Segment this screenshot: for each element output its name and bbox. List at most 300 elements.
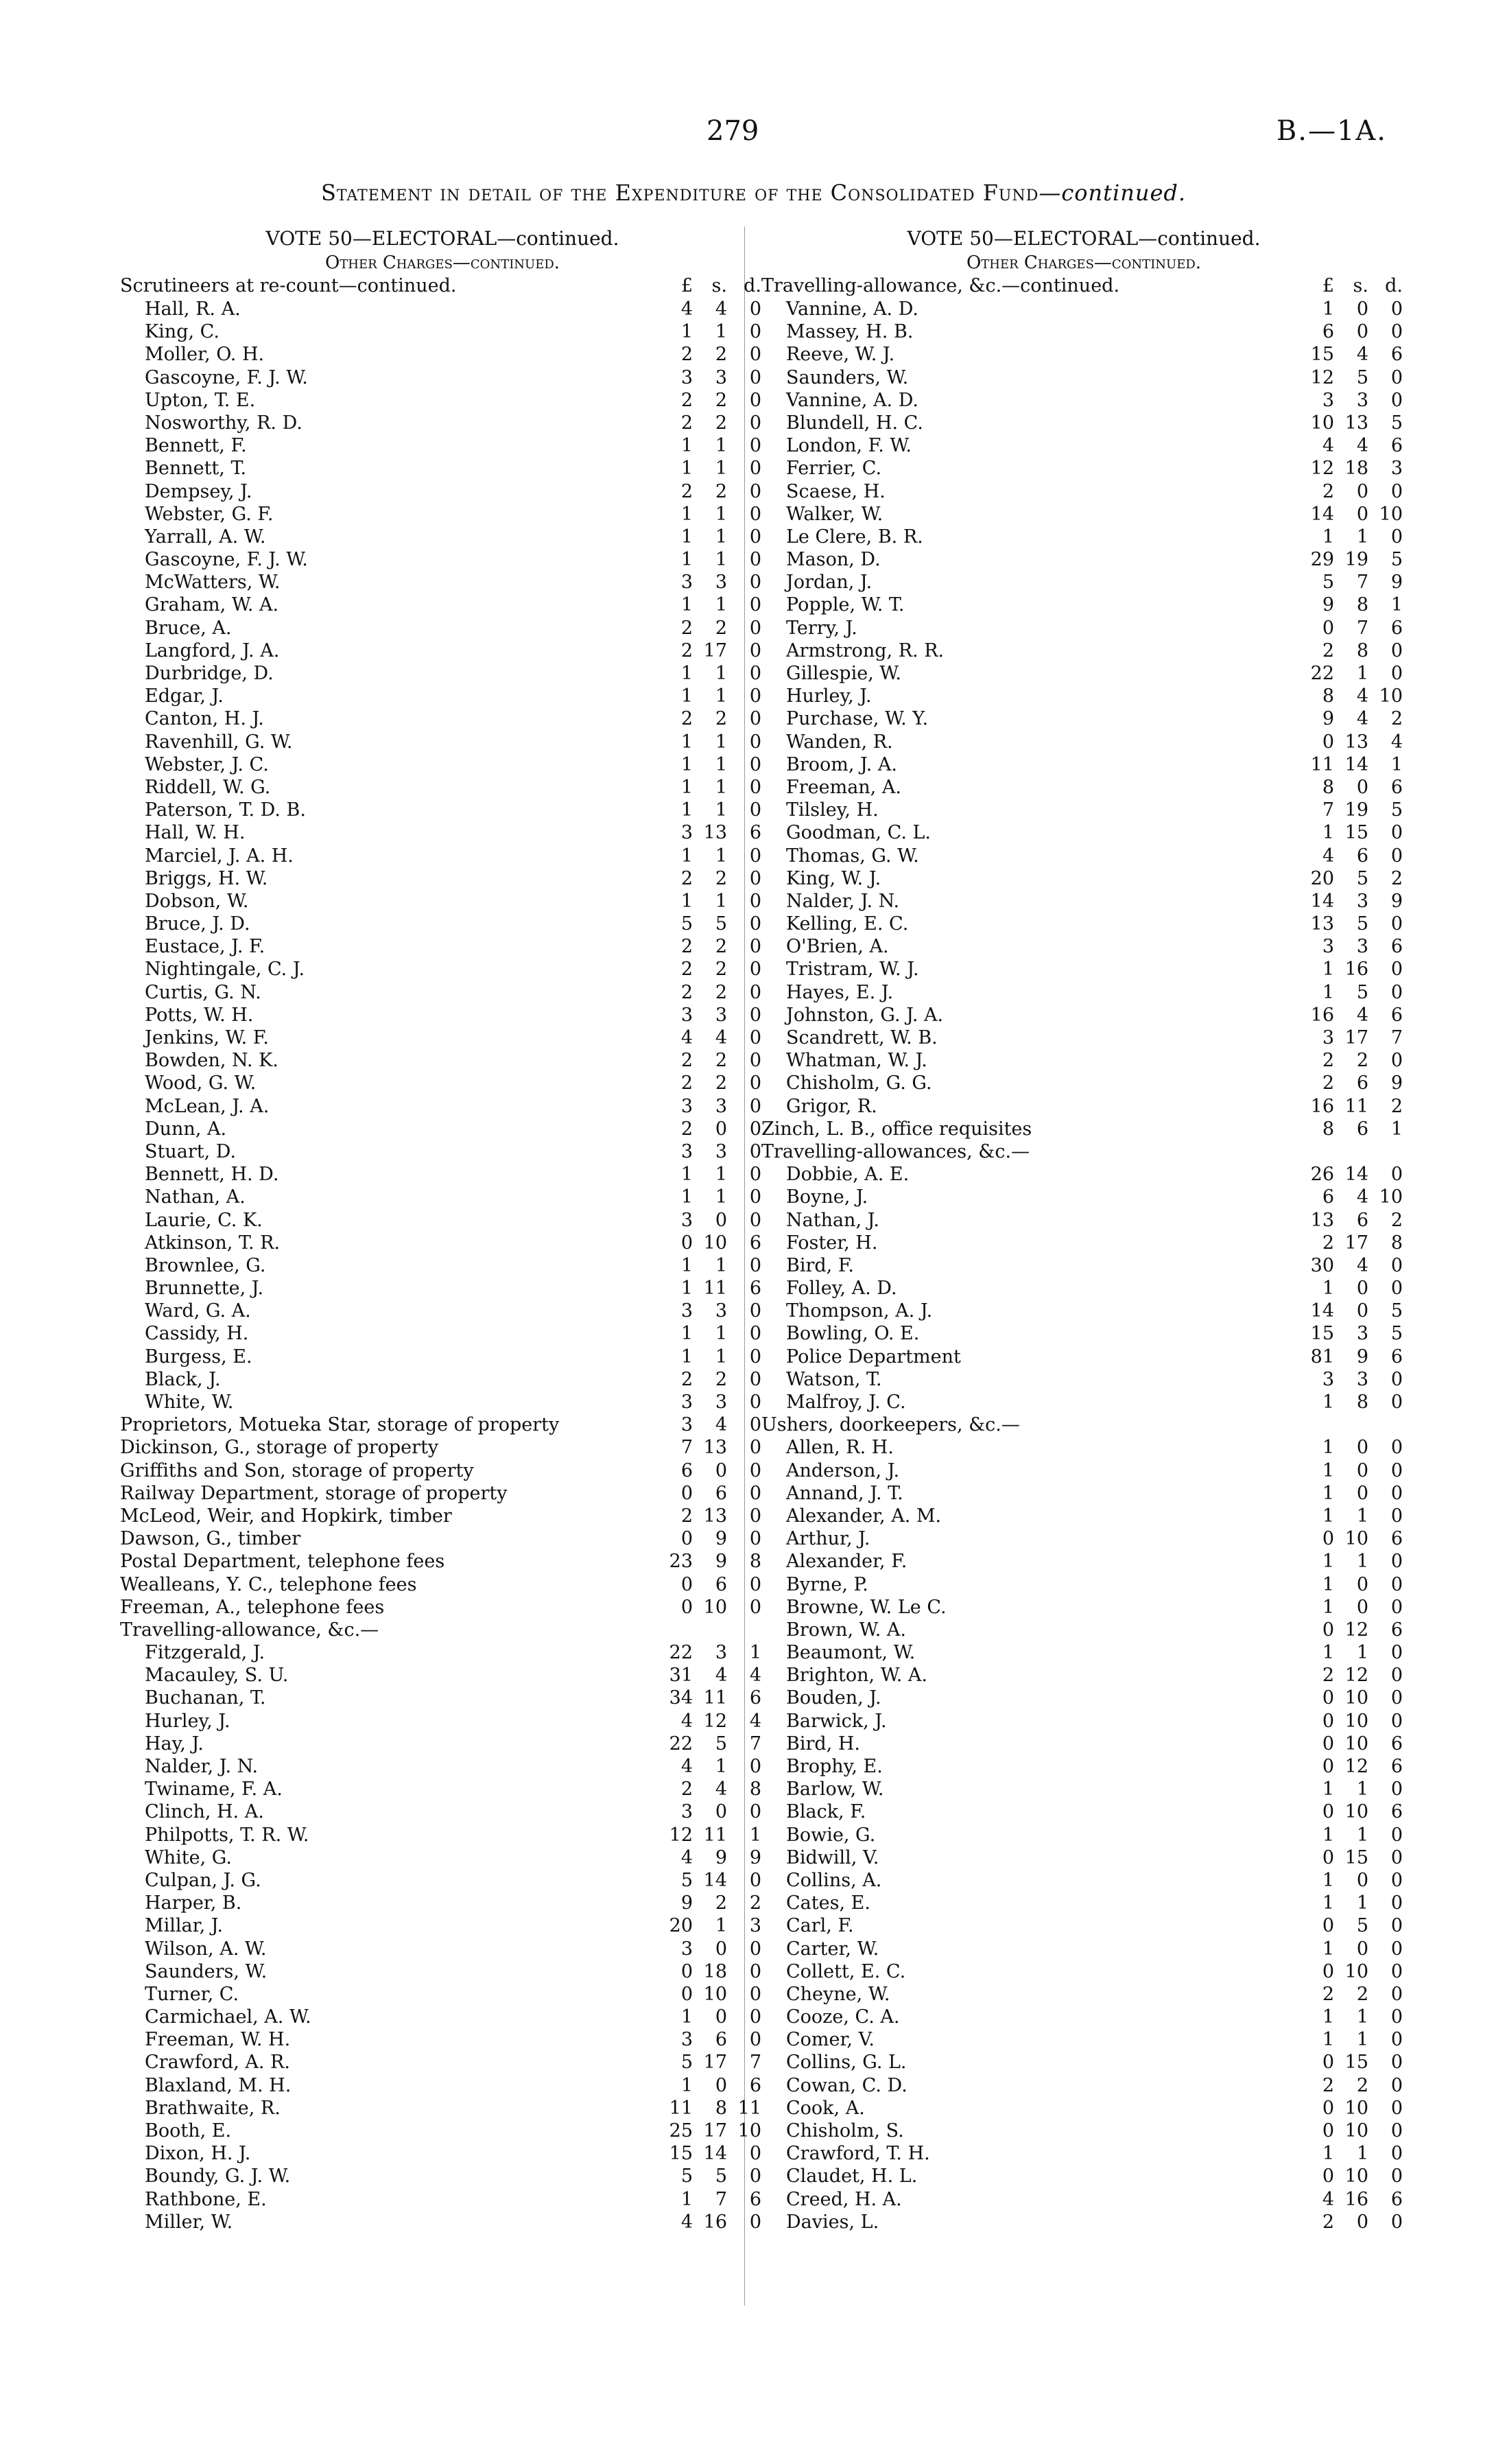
pence-value: 0	[749, 776, 761, 798]
pounds-value: 4	[680, 1846, 693, 1868]
pounds-value: 1	[680, 685, 693, 707]
pounds-value: 22	[1310, 663, 1334, 684]
pence-value: 10	[1379, 503, 1403, 525]
ledger-row	[120, 731, 765, 753]
ledger-row	[761, 685, 1406, 707]
pounds-value: 4	[680, 298, 693, 320]
shillings-value: 1	[1356, 1824, 1368, 1846]
ledger-row	[761, 845, 1406, 867]
ledger-row	[120, 640, 765, 662]
pounds-value: 1	[680, 1323, 693, 1345]
shillings-value: 2	[715, 1892, 727, 1914]
shillings-value: 15	[1344, 2052, 1368, 2074]
pence-value: 0	[749, 1437, 761, 1459]
shillings-value: 3	[1356, 936, 1368, 958]
pounds-value: 11	[669, 2097, 693, 2119]
ledger-row	[120, 799, 765, 821]
shillings-value: 10	[703, 1232, 727, 1254]
ledger-row	[761, 571, 1406, 594]
ledger-row	[761, 1026, 1406, 1049]
pence-value: 0	[749, 1505, 761, 1527]
shillings-value: 2	[715, 1368, 727, 1390]
ledger-row	[761, 1436, 1406, 1459]
pounds-value: 7	[1322, 799, 1334, 821]
entry-name: Atkinson, T. R.	[145, 1232, 281, 1254]
shillings-value	[1334, 1140, 1368, 1163]
entry-name: Ferrier, C.	[786, 458, 882, 480]
pounds-value: 15	[1310, 1323, 1334, 1345]
pounds-value: 5	[680, 2052, 693, 2074]
pence-value: 0	[749, 344, 761, 366]
pence-value: 10	[737, 2120, 761, 2142]
entry-list	[761, 298, 1406, 2233]
ledger-row	[761, 1186, 1406, 1208]
entry-name: Dixon, H. J.	[145, 2143, 251, 2165]
ledger-row	[120, 981, 765, 1004]
pounds-value: 0	[1322, 1687, 1334, 1709]
entry-name: Bennett, T.	[145, 458, 247, 480]
pounds-value: 2	[1322, 1072, 1334, 1094]
shillings-value: 1	[715, 1254, 727, 1276]
left-column	[120, 226, 765, 2233]
pence-value: 3	[749, 1915, 761, 1937]
ledger-row	[120, 2142, 765, 2165]
pence-value: 0	[1390, 1392, 1403, 1413]
pence-value: 0	[749, 845, 761, 867]
ledger-row	[761, 1095, 1406, 1118]
entry-name: King, C.	[145, 321, 219, 343]
pounds-value: 2	[680, 617, 693, 639]
entry-name: Carl, F.	[786, 1915, 854, 1937]
pounds-value: 1	[680, 458, 693, 480]
pounds-value: 0	[1322, 2097, 1334, 2119]
ledger-row	[761, 366, 1406, 389]
shillings-value: 2	[715, 1072, 727, 1094]
ledger-row	[120, 1527, 765, 1550]
entry-name: Gillespie, W.	[786, 663, 901, 684]
entry-name: London, F. W.	[786, 435, 912, 457]
shillings-value: 7	[715, 2188, 727, 2210]
entry-name: Hayes, E. J.	[786, 981, 894, 1003]
entry-name: Durbridge, D.	[145, 663, 274, 684]
entry-name: Beaumont, W.	[786, 1642, 916, 1664]
pence-value: 0	[749, 1050, 761, 1072]
ledger-row	[120, 2211, 765, 2233]
pounds-value: 1	[1322, 1573, 1334, 1595]
entry-name: Thompson, A. J.	[786, 1300, 933, 1322]
pounds-value: 2	[1322, 2074, 1334, 2096]
ledger-row	[761, 1869, 1406, 1892]
entry-name: Wilson, A. W.	[145, 1938, 267, 1960]
title-continued: —continued.	[1039, 180, 1187, 206]
pounds-value: 5	[1322, 572, 1334, 594]
ledger-row	[761, 1459, 1406, 1482]
section-head: Travelling-allowance, &c.—continued.	[761, 275, 1120, 296]
pence-value: 4	[749, 1665, 761, 1687]
shillings-value: 5	[1356, 981, 1368, 1003]
pence-value: 0	[1390, 1983, 1403, 2005]
pence-value: 0	[749, 2166, 761, 2187]
pounds-value: 0	[680, 1983, 693, 2005]
ledger-row	[120, 2165, 765, 2187]
shillings-value: 17	[703, 640, 727, 661]
pounds-value: 1	[680, 1278, 693, 1300]
pounds-value: 2	[680, 936, 693, 958]
shillings-value: 1	[715, 1186, 727, 1208]
pence-value: 8	[749, 1779, 761, 1800]
shillings-value: 11	[703, 1278, 727, 1300]
pounds-value: 1	[680, 321, 693, 343]
pounds-value: 14	[1310, 890, 1334, 912]
pounds-value: 3	[1322, 1368, 1334, 1390]
title-main: Statement in detail of the Expenditure of the Consolidated Fund	[320, 180, 1039, 206]
pence-value: 9	[1390, 572, 1403, 594]
pence-value: 7	[749, 1733, 761, 1755]
entry-name: Vannine, A. D.	[786, 298, 918, 320]
pounds-value: 3	[680, 822, 693, 844]
pence-value: 0	[1390, 2120, 1403, 2142]
pence-value: 0	[1390, 298, 1403, 320]
pence-value: 0	[749, 549, 761, 571]
sub-heading: Other Charges—continued.	[966, 253, 1202, 273]
entry-name: Webster, G. F.	[145, 503, 274, 525]
pence-value: 0	[749, 617, 761, 639]
shillings-value: 9	[1356, 1346, 1368, 1368]
ledger-row	[761, 1232, 1406, 1254]
pence-value: 0	[749, 799, 761, 821]
pounds-value: 1	[680, 799, 693, 821]
shillings-value: 11	[1344, 1095, 1368, 1117]
shillings-value: 11	[703, 1824, 727, 1846]
entry-name: White, G.	[145, 1846, 232, 1868]
pounds-value: 0	[1322, 1528, 1334, 1550]
pence-value: 4	[749, 1710, 761, 1732]
ledger-row	[761, 548, 1406, 571]
column-header	[120, 274, 765, 298]
pounds-value: 1	[680, 1346, 693, 1368]
sub-heading: Other Charges—continued.	[324, 253, 560, 273]
pence-value: 3	[1390, 458, 1403, 480]
pounds-value: 1	[680, 1254, 693, 1276]
ledger-row	[120, 2097, 765, 2120]
ledger-row	[761, 776, 1406, 799]
pounds-value: 1	[1322, 1824, 1334, 1846]
shillings-value: 2	[715, 708, 727, 730]
pounds-value: 1	[1322, 1459, 1334, 1481]
pence-value: 0	[1390, 2052, 1403, 2074]
shillings-value: 2	[715, 959, 727, 981]
ledger-row	[761, 1322, 1406, 1345]
entry-name: Briggs, H. W.	[145, 867, 268, 889]
entry-name: Broom, J. A.	[786, 753, 897, 775]
pence-value: 0	[749, 2143, 761, 2165]
pence-value	[727, 1619, 761, 1641]
pounds-value: 3	[680, 1392, 693, 1413]
shillings-value: 1	[1356, 2029, 1368, 2051]
pounds-value: 3	[680, 1140, 693, 1162]
entry-name: Jenkins, W. F.	[145, 1027, 269, 1048]
pounds-value	[1293, 1413, 1334, 1436]
entry-name: Cates, E.	[786, 1892, 870, 1914]
shillings-value: 10	[1344, 1528, 1368, 1550]
entry-name: Black, F.	[786, 1801, 866, 1823]
pence-value: 0	[1390, 389, 1403, 411]
pence-value: 0	[749, 321, 761, 343]
pounds-value: 1	[1322, 1779, 1334, 1800]
pence-value: 0	[1390, 2006, 1403, 2028]
ledger-row	[761, 1118, 1406, 1140]
pounds-value: 1	[1322, 526, 1334, 548]
pence-value: 0	[749, 1756, 761, 1777]
entry-name: Postal Department, telephone fees	[120, 1551, 445, 1573]
pounds-value: 13	[1310, 913, 1334, 935]
entry-name: Allen, R. H.	[786, 1437, 894, 1459]
pence-value: 0	[1390, 1573, 1403, 1595]
ledger-row	[120, 1664, 765, 1687]
pence-value: 0	[1390, 480, 1403, 502]
shillings-value: 2	[715, 412, 727, 434]
pence-value: 0	[749, 1983, 761, 2005]
pounds-value: 16	[1310, 1095, 1334, 1117]
ledger-row	[120, 2188, 765, 2211]
pence-value: 6	[1390, 1801, 1403, 1823]
ledger-row	[761, 2051, 1406, 2074]
pence-value: 5	[1390, 1300, 1403, 1322]
entry-name: Bird, F.	[786, 1254, 854, 1276]
entry-name: Moller, O. H.	[145, 344, 265, 366]
shillings-value: 4	[715, 1027, 727, 1048]
pence-header: d.	[744, 275, 761, 296]
ledger-row	[761, 1596, 1406, 1619]
shillings-value: 1	[715, 776, 727, 798]
pounds-value: 0	[1322, 2120, 1334, 2142]
shillings-value: 12	[703, 1710, 727, 1732]
ledger-row	[761, 1755, 1406, 1778]
ledger-row	[120, 1800, 765, 1823]
shillings-value: 1	[1356, 1779, 1368, 1800]
shillings-value: 4	[1356, 1254, 1368, 1276]
ledger-row	[761, 594, 1406, 616]
ledger-row	[761, 1914, 1406, 1937]
ledger-row	[120, 1687, 765, 1709]
pence-value: 1	[1390, 1118, 1403, 1140]
pounds-value: 0	[680, 1482, 693, 1504]
entry-name: Claudet, H. L.	[786, 2166, 918, 2187]
pence-value: 0	[1390, 1596, 1403, 1618]
shillings-value: 2	[715, 617, 727, 639]
entry-name: Reeve, W. J.	[786, 344, 895, 366]
entry-name: Bird, H.	[786, 1733, 860, 1755]
entry-name: Dobbie, A. E.	[786, 1164, 910, 1186]
entry-name: Armstrong, R. R.	[786, 640, 945, 661]
shillings-value: 14	[1344, 1164, 1368, 1186]
pounds-value: 2	[680, 1072, 693, 1094]
pounds-value: 6	[1322, 321, 1334, 343]
ledger-row	[120, 1232, 765, 1254]
pounds-value: 1	[680, 2006, 693, 2028]
pounds-value: 0	[1322, 1915, 1334, 1937]
page-title	[0, 180, 1507, 206]
ledger-row	[761, 526, 1406, 548]
pence-value: 5	[1390, 1323, 1403, 1345]
pence-value: 0	[749, 890, 761, 912]
pounds-value: 30	[1310, 1254, 1334, 1276]
pounds-value: 14	[1310, 503, 1334, 525]
pounds-value: 25	[669, 2120, 693, 2142]
column-header	[761, 274, 1406, 298]
pence-value: 0	[1390, 2211, 1403, 2233]
shillings-value: 1	[715, 1323, 727, 1345]
ledger-row	[761, 799, 1406, 821]
entry-name: Riddell, W. G.	[145, 776, 271, 798]
pence-value: 0	[1390, 1892, 1403, 1914]
pounds-value: 2	[680, 480, 693, 502]
pounds-value: 3	[680, 572, 693, 594]
shillings-value: 1	[1356, 663, 1368, 684]
shillings-value: 5	[715, 2166, 727, 2187]
pence-value: 0	[1390, 1482, 1403, 1504]
entry-name: Cheyne, W.	[786, 1983, 890, 2005]
pounds-value: 1	[1322, 1437, 1334, 1459]
pounds-value: 15	[669, 2143, 693, 2165]
pounds-value: 0	[1322, 1846, 1334, 1868]
shillings-value: 10	[703, 1983, 727, 2005]
shillings-value: 10	[1344, 2166, 1368, 2187]
pounds-value: 4	[1322, 2188, 1334, 2210]
ledger-row	[120, 1346, 765, 1368]
pounds-value: 0	[1322, 1801, 1334, 1823]
pence-value: 10	[1379, 685, 1403, 707]
shillings-value: 6	[1356, 845, 1368, 867]
shillings-value: 0	[715, 2074, 727, 2096]
entry-name: Travelling-allowances, &c.—	[761, 1140, 1030, 1162]
pence-value: 0	[1390, 913, 1403, 935]
ledger-row	[120, 1778, 765, 1800]
pounds-value: 3	[1322, 389, 1334, 411]
pence-value: 0	[749, 1414, 761, 1436]
ledger-row	[761, 1391, 1406, 1413]
pounds-value: 4	[1322, 435, 1334, 457]
entry-name: Dobson, W.	[145, 890, 249, 912]
shillings-value: 5	[1356, 913, 1368, 935]
entry-name: Terry, J.	[786, 617, 857, 639]
ledger-row	[120, 480, 765, 503]
ledger-row	[120, 1619, 765, 1641]
pounds-value: 2	[680, 959, 693, 981]
pounds-value: 3	[680, 1938, 693, 1960]
pence-value: 6	[1390, 1733, 1403, 1755]
pence-value: 9	[749, 1846, 761, 1868]
entry-name: Burgess, E.	[145, 1346, 252, 1368]
entry-name: Watson, T.	[786, 1368, 882, 1390]
pence-value: 0	[749, 1118, 761, 1140]
ledger-row	[761, 503, 1406, 526]
entry-name: Comer, V.	[786, 2029, 875, 2051]
shillings-value: 1	[715, 321, 727, 343]
pounds-value: 2	[1322, 1665, 1334, 1687]
shillings-value: 0	[715, 1801, 727, 1823]
ledger-row	[761, 867, 1406, 890]
pence-value: 0	[749, 1027, 761, 1048]
pounds-value: 1	[680, 2074, 693, 2096]
ledger-row	[120, 1118, 765, 1140]
shillings-value: 3	[715, 366, 727, 388]
ledger-row	[120, 1368, 765, 1391]
shillings-value: 14	[1344, 753, 1368, 775]
pounds-value: 1	[680, 2188, 693, 2210]
pence-value: 2	[1390, 1095, 1403, 1117]
entry-name: Rathbone, E.	[145, 2188, 267, 2210]
pence-value: 6	[1390, 435, 1403, 457]
shillings-value: 4	[715, 1414, 727, 1436]
pounds-value: 2	[680, 1050, 693, 1072]
ledger-row	[120, 1049, 765, 1072]
shillings-value: 4	[715, 1779, 727, 1800]
pence-value: 0	[749, 1960, 761, 1982]
ledger-row	[761, 1505, 1406, 1527]
entry-name: Dawson, G., timber	[120, 1528, 301, 1550]
pence-value: 0	[749, 572, 761, 594]
entry-name: Zinch, L. B., office requisites	[761, 1118, 1032, 1140]
entry-name: Gascoyne, F. J. W.	[145, 549, 308, 571]
entry-name: Byrne, P.	[786, 1573, 868, 1595]
pence-value: 0	[1390, 959, 1403, 981]
entry-name: Scandrett, W. B.	[786, 1027, 938, 1048]
ledger-row	[761, 1710, 1406, 1733]
entry-name: Marciel, J. A. H.	[145, 845, 294, 867]
entry-name: Popple, W. T.	[786, 594, 905, 616]
pence-value: 0	[1390, 1459, 1403, 1481]
pounds-value: 2	[1322, 640, 1334, 661]
ledger-row	[120, 1960, 765, 1983]
entry-name: Curtis, G. N.	[145, 981, 261, 1003]
entry-name: Le Clere, B. R.	[786, 526, 923, 548]
shillings-value: 6	[715, 1573, 727, 1595]
entry-name: Fitzgerald, J.	[145, 1642, 265, 1664]
pounds-value: 22	[669, 1733, 693, 1755]
pence-value: 0	[1390, 981, 1403, 1003]
ledger-row	[120, 548, 765, 571]
shillings-value: 2	[715, 480, 727, 502]
entry-name: Dunn, A.	[145, 1118, 227, 1140]
entry-name: Proprietors, Motueka Star, storage of property	[120, 1414, 560, 1436]
entry-name: Philpotts, T. R. W.	[145, 1824, 309, 1846]
pounds-value: 29	[1310, 549, 1334, 571]
pence-value: 6	[1390, 2188, 1403, 2210]
entry-name: Ushers, doorkeepers, &c.—	[761, 1414, 1020, 1436]
shillings-value: 14	[703, 1869, 727, 1891]
pounds-value: 5	[680, 1869, 693, 1891]
pounds-value: 12	[1310, 366, 1334, 388]
entry-name: Hurley, J.	[145, 1710, 230, 1732]
pounds-value: 2	[1322, 2211, 1334, 2233]
entry-name: Boundy, G. J. W.	[145, 2166, 291, 2187]
entry-name: Nalder, J. N.	[145, 1756, 259, 1777]
entry-name: Freeman, A., telephone fees	[120, 1596, 385, 1618]
pounds-value: 0	[680, 1960, 693, 1982]
pence-value: 2	[1390, 867, 1403, 889]
entry-name: Brown, W. A.	[786, 1619, 906, 1641]
pence-value: 0	[1390, 1437, 1403, 1459]
pence-value: 0	[749, 435, 761, 457]
ledger-row	[120, 1983, 765, 2006]
shillings-value	[693, 1619, 727, 1641]
pounds-value: 14	[1310, 1300, 1334, 1322]
pounds-value: 81	[1310, 1346, 1334, 1368]
pence-value: 0	[749, 1095, 761, 1117]
entry-name: Black, J.	[145, 1368, 221, 1390]
shillings-value: 9	[715, 1528, 727, 1550]
